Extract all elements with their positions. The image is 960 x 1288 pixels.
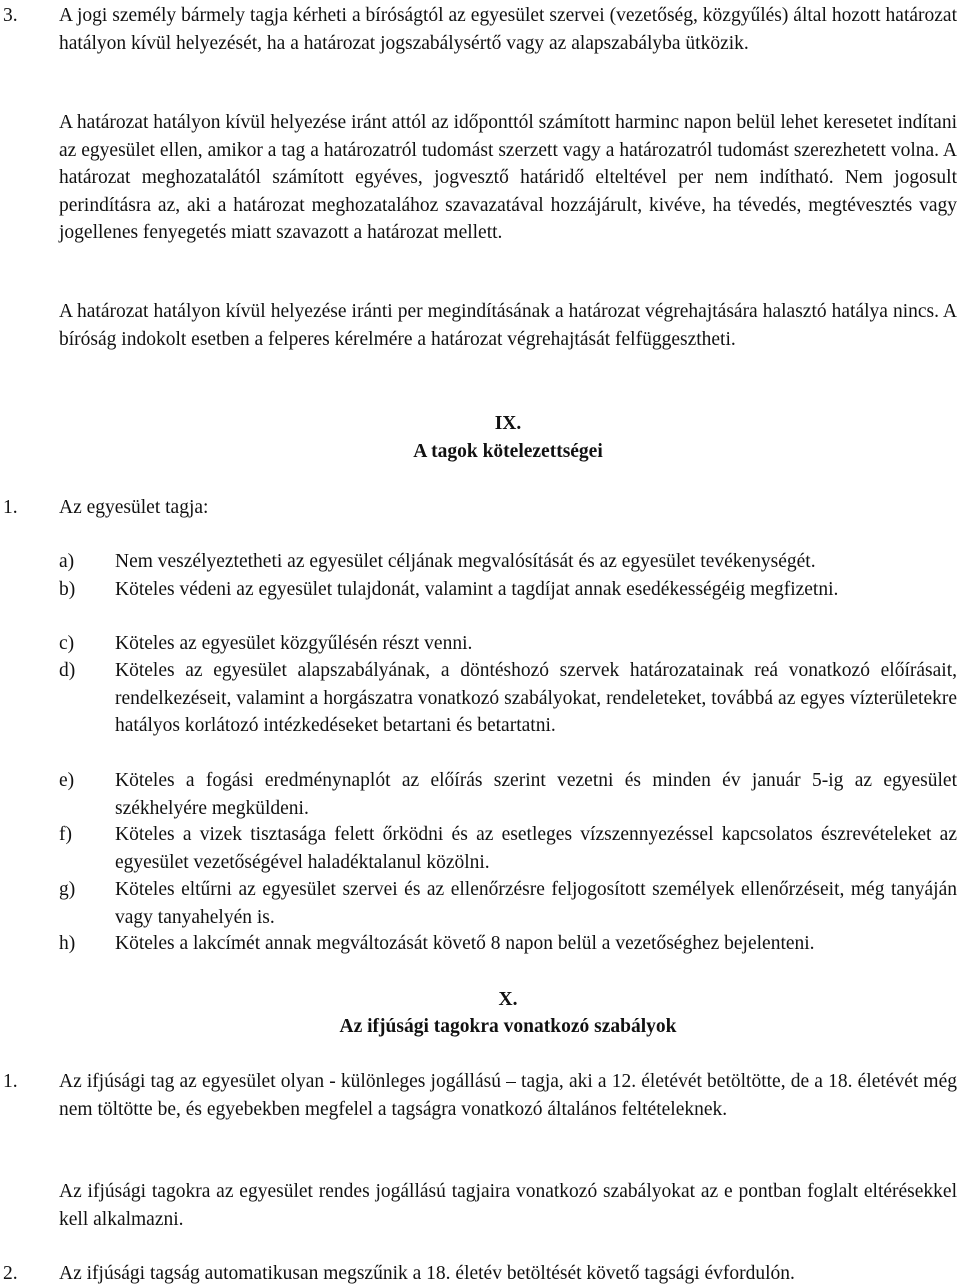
list-item-marker: g) bbox=[59, 879, 76, 900]
list-item-text: Köteles az egyesület közgyűlésén részt venni. bbox=[115, 633, 473, 654]
list-item bbox=[59, 630, 957, 658]
list-item-marker: h) bbox=[59, 933, 76, 954]
list-item bbox=[59, 876, 957, 931]
list-item-text: Köteles a lakcímét annak megváltozását követő 8 napon belül a vezetőséghez bejelenteni. bbox=[115, 933, 815, 954]
chapter-9-numeral: IX. bbox=[494, 413, 522, 434]
chapter-10-item-1-text: Az ifjúsági tag az egyesület olyan - különleges jogállású – tagja, aki a 12. életévét betöltötte, de a 18. életévét még nem töltötte be, és egyebekben megfelel a tagságra vonatkozó általános feltételeknek. bbox=[59, 1071, 957, 1120]
list-item bbox=[59, 767, 957, 822]
list-item bbox=[59, 548, 957, 576]
list-item bbox=[59, 930, 957, 958]
list-item-marker: b) bbox=[59, 579, 76, 600]
chapter-9-title: A tagok kötelezettségei bbox=[413, 441, 603, 462]
chapter-9-item-1-text: Az egyesület tagja: bbox=[59, 497, 209, 518]
list-item-text: Köteles a fogási eredménynaplót az előírás szerint vezetni és minden év január 5-ig az egyesület székhelyére megküldeni. bbox=[115, 770, 957, 819]
list-item-marker: a) bbox=[59, 551, 75, 572]
section-3-paragraph-2: A határozat hatályon kívül helyezése iránt attól az időponttól számított harminc napon belül lehet keresetet indítani az egyesület ellen, amikor a tag a határozatról tudomást szerzett vagy a határozatról tudomást szerezhetett volna. A határozat meghozatalától számított egyéves, jogvesztő határidő elteltével per nem indítható. Nem jogosult perindításra az, aki a határozat meghozatalához szavazatával hozzájárult, kivéve, ha tévedés, megtévesztés vagy jogellenes fenyegetés miatt szavazott a határozat mellett. bbox=[59, 112, 957, 243]
list-item-text: Nem veszélyeztetheti az egyesület céljának megvalósítását és az egyesület tevékenységét. bbox=[115, 551, 816, 572]
chapter-10-item-2-text: Az ifjúsági tagság automatikusan megszűnik a 18. életév betöltését követő tagsági évfordulón. bbox=[59, 1263, 795, 1284]
list-item-marker: f) bbox=[59, 824, 72, 845]
chapter-9-item-1-number: 1. bbox=[3, 497, 18, 518]
section-3-paragraph-3: A határozat hatályon kívül helyezése iránti per megindításának a határozat végrehajtására halasztó hatálya nincs. A bíróság indokolt esetben a felperes kérelmére a határozat végrehajtását felfüggesztheti. bbox=[59, 301, 957, 350]
list-item-text: Köteles a vizek tisztasága felett őrködni és az esetleges vízszennyezéssel kapcsolatos észrevételeket az egyesület vezetőségével haladéktalanul közölni. bbox=[115, 824, 957, 873]
section-3-intro: A jogi személy bármely tagja kérheti a bíróságtól az egyesület szervei (vezetőség, közgyűlés) által hozott határozat hatályon kívül helyezését, ha a határozat jogszabálysértő vagy az alapszabályba ütközik. bbox=[59, 5, 957, 54]
chapter-10-item-2-number: 2. bbox=[3, 1263, 18, 1284]
section-3-number: 3. bbox=[3, 5, 18, 26]
list-item bbox=[59, 657, 957, 740]
chapter-10-numeral: X. bbox=[498, 989, 518, 1010]
list-item-text: Köteles védeni az egyesület tulajdonát, valamint a tagdíjat annak esedékességéig megfizetni. bbox=[115, 579, 839, 600]
list-item bbox=[59, 576, 957, 604]
chapter-10-title: Az ifjúsági tagokra vonatkozó szabályok bbox=[339, 1016, 677, 1037]
list-item bbox=[59, 821, 957, 876]
chapter-10-item-1-paragraph-2: Az ifjúsági tagokra az egyesület rendes jogállású tagjaira vonatkozó szabályokat az e pontban foglalt eltérésekkel kell alkalmazni. bbox=[59, 1181, 957, 1230]
list-item-text: Köteles az egyesület alapszabályának, a döntéshozó szervek határozatainak reá vonatkozó előírásait, rendelkezéseit, valamint a horgászatra vonatkozó szabályokat, rendeleteket, továbbá az egyes vízterületekre hatályos korlátozó intézkedéseket betartani és betartatni. bbox=[115, 660, 957, 736]
list-item-text: Köteles eltűrni az egyesület szervei és az ellenőrzésre feljogosított személyek ellenőrzéseit, még tanyáján vagy tanyahelyén is. bbox=[115, 879, 957, 928]
list-item-marker: e) bbox=[59, 770, 75, 791]
list-item-marker: d) bbox=[59, 660, 76, 681]
list-item-marker: c) bbox=[59, 633, 75, 654]
chapter-10-item-1-number: 1. bbox=[3, 1071, 18, 1092]
